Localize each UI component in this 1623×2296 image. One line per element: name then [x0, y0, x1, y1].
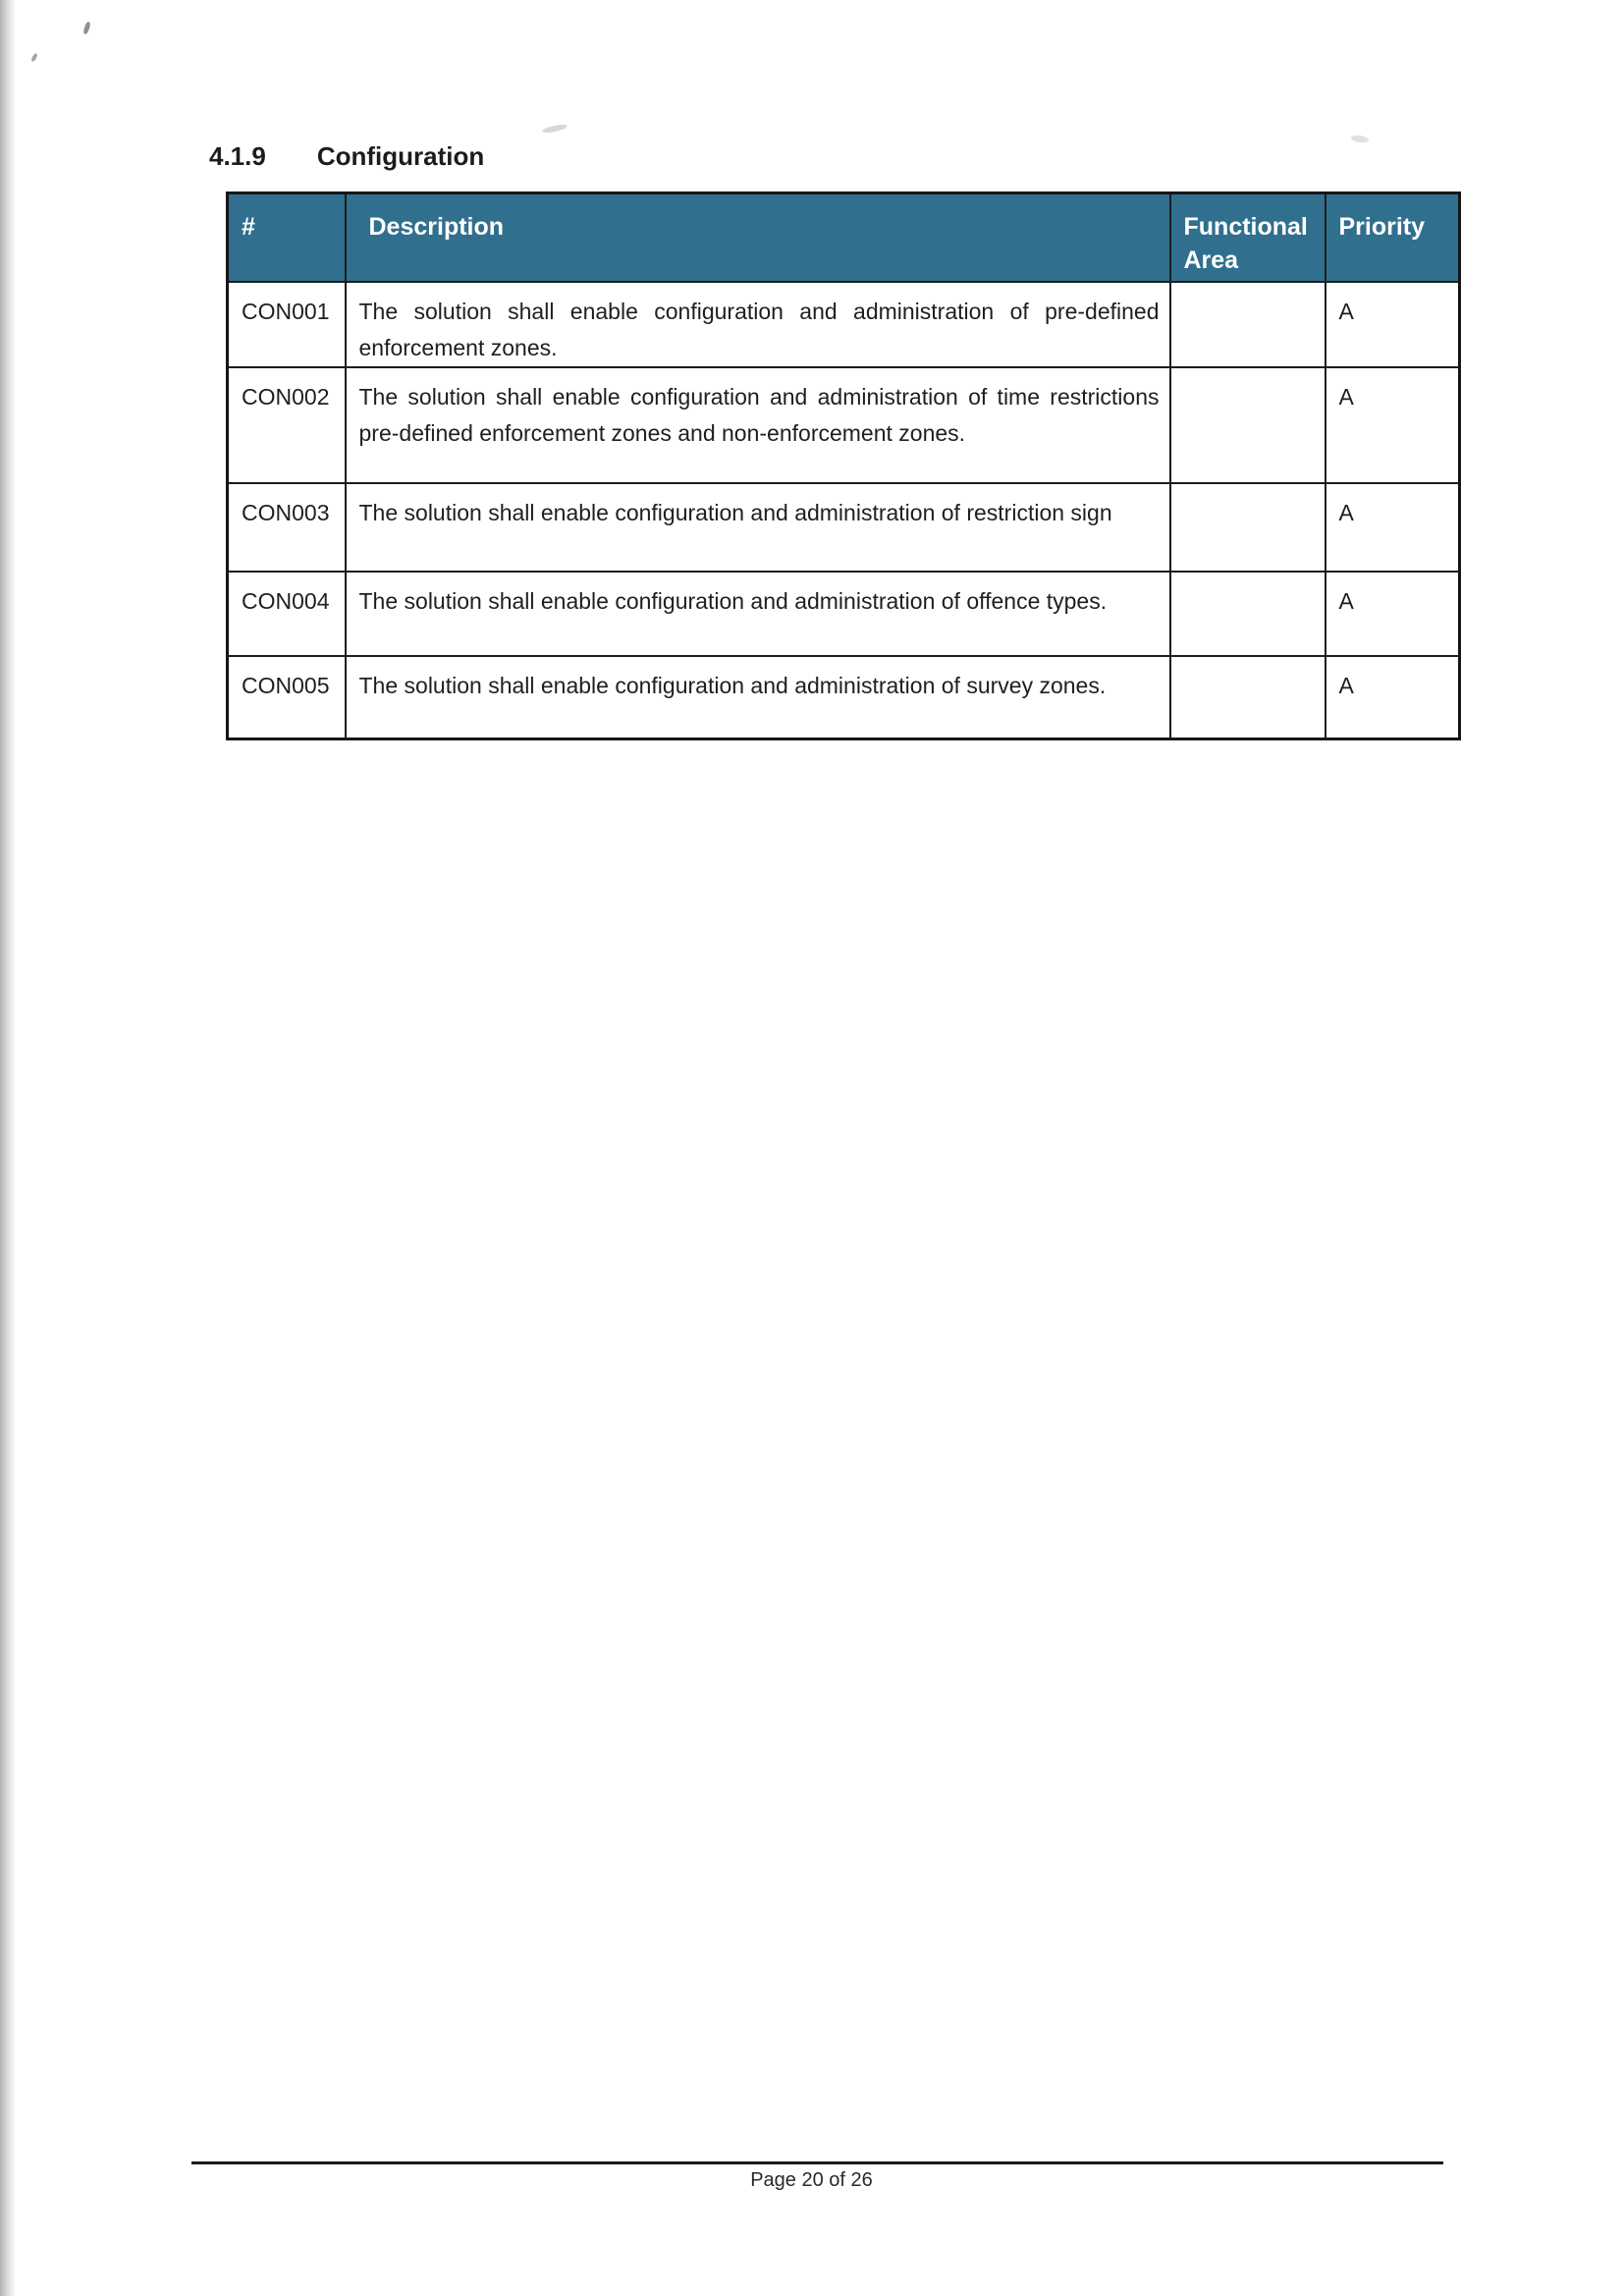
scan-edge-artifact — [0, 0, 16, 2296]
requirement-description: The solution shall enable configuration and administration of restriction sign — [346, 483, 1170, 572]
requirement-description: The solution shall enable configuration and administration of pre-defined enforcement zones. — [346, 282, 1170, 367]
functional-area-cell — [1170, 282, 1325, 367]
requirement-description: The solution shall enable configuration and administration of survey zones. — [346, 656, 1170, 739]
table-row — [228, 572, 1460, 656]
table-row — [228, 656, 1460, 739]
requirements-table — [226, 191, 1461, 740]
requirement-description: The solution shall enable configuration and administration of time restrictions pre-defined enforcement zones and non-enforcement zones. — [346, 367, 1170, 483]
priority-cell: A — [1325, 282, 1460, 367]
functional-area-cell — [1170, 367, 1325, 483]
scan-smudge — [542, 123, 568, 134]
section-number: 4.1.9 — [209, 141, 266, 171]
table-row — [228, 282, 1460, 367]
section-title: Configuration — [316, 141, 485, 171]
scan-smudge — [1351, 135, 1370, 143]
section-heading — [209, 141, 484, 172]
scan-speck — [30, 53, 38, 63]
page-number: Page 20 of 26 — [750, 2169, 873, 2191]
requirement-id: CON005 — [228, 656, 346, 739]
scan-speck — [82, 22, 91, 35]
table-row — [228, 483, 1460, 572]
requirement-id: CON003 — [228, 483, 346, 572]
requirement-id: CON001 — [228, 282, 346, 367]
functional-area-cell — [1170, 572, 1325, 656]
requirement-description: The solution shall enable configuration and administration of offence types. — [346, 572, 1170, 656]
column-header-functional-area: Functional Area — [1170, 193, 1325, 282]
requirement-id: CON002 — [228, 367, 346, 483]
footer-rule — [191, 2161, 1443, 2164]
functional-area-cell — [1170, 656, 1325, 739]
requirement-id: CON004 — [228, 572, 346, 656]
column-header-description: Description — [346, 193, 1170, 282]
priority-cell: A — [1325, 483, 1460, 572]
column-header-priority: Priority — [1325, 193, 1460, 282]
table-row — [228, 367, 1460, 483]
priority-cell: A — [1325, 367, 1460, 483]
priority-cell: A — [1325, 572, 1460, 656]
functional-area-cell — [1170, 483, 1325, 572]
table-header-row — [228, 193, 1460, 282]
column-header-id: # — [228, 193, 346, 282]
priority-cell: A — [1325, 656, 1460, 739]
